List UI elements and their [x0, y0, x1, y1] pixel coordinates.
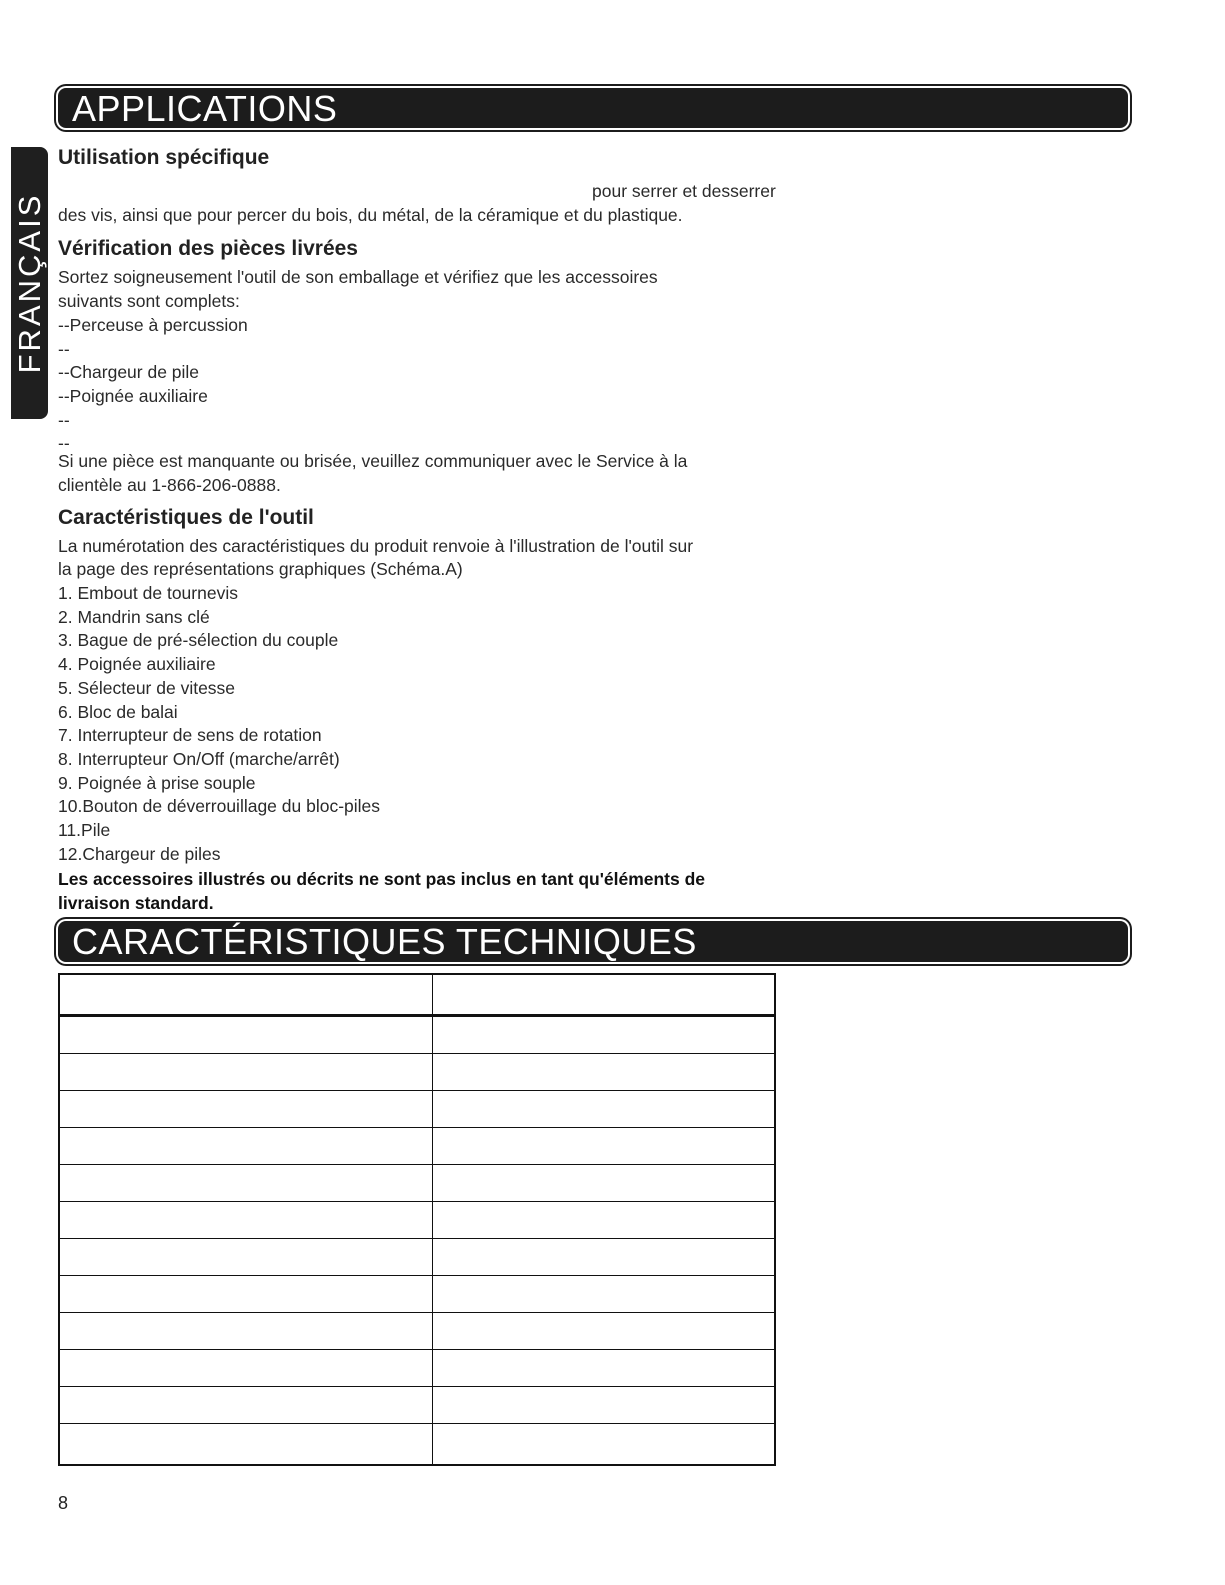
table-cell [59, 1054, 433, 1091]
technical-specs-banner-title: CARACTÉRISTIQUES TECHNIQUES [72, 921, 697, 962]
language-side-tab [11, 147, 48, 419]
language-tab-label: FRANÇAIS [11, 192, 47, 374]
table-row [59, 1091, 775, 1128]
table-cell [433, 1424, 776, 1466]
feature-item: 12.Chargeur de piles [58, 844, 221, 864]
table-cell [433, 1054, 776, 1091]
table-cell [59, 1313, 433, 1350]
table-cell [433, 1313, 776, 1350]
table-cell [433, 974, 776, 1016]
table-row [59, 1128, 775, 1165]
parts-check-line: --Poignée auxiliaire [58, 386, 208, 406]
parts-check-line: -- [58, 433, 70, 453]
table-cell [433, 1387, 776, 1424]
parts-check-line: --Perceuse à percussion [58, 315, 248, 335]
table-cell [433, 1276, 776, 1313]
table-row [59, 1202, 775, 1239]
table-cell [433, 1350, 776, 1387]
tool-features-heading: Caractéristiques de l'outil [58, 506, 314, 529]
parts-check-line: suivants sont complets: [58, 291, 240, 311]
applications-banner-title: APPLICATIONS [72, 88, 338, 129]
table-cell [59, 1424, 433, 1466]
parts-check-line: clientèle au 1-866-206-0888. [58, 475, 281, 495]
feature-item: 1. Embout de tournevis [58, 583, 238, 603]
feature-item: 10.Bouton de déverrouillage du bloc-piles [58, 796, 381, 816]
table-row [59, 1016, 775, 1054]
table-row [59, 1387, 775, 1424]
table-cell [433, 1239, 776, 1276]
table-cell [433, 1128, 776, 1165]
table-row [59, 1350, 775, 1387]
feature-item: 11.Pile [58, 820, 111, 840]
feature-item: 6. Bloc de balai [58, 702, 178, 722]
table-cell [59, 1239, 433, 1276]
specific-use-line-2: des vis, ainsi que pour percer du bois, du métal, de la céramique et du plastique. [58, 205, 683, 225]
table-cell [433, 1016, 776, 1054]
table-cell [59, 1128, 433, 1165]
parts-check-line: Si une pièce est manquante ou brisée, veuillez communiquer avec le Service à la [58, 451, 688, 471]
table-row [59, 1276, 775, 1313]
parts-check-heading: Vérification des pièces livrées [58, 237, 358, 260]
parts-check-line: -- [58, 339, 70, 359]
table-row [59, 974, 775, 1016]
technical-specs-table [58, 973, 776, 1466]
feature-item: 7. Interrupteur de sens de rotation [58, 725, 322, 745]
table-cell [59, 1350, 433, 1387]
feature-item: 9. Poignée à prise souple [58, 773, 256, 793]
table-cell [59, 1091, 433, 1128]
table-cell [59, 1276, 433, 1313]
page-number: 8 [58, 1493, 69, 1513]
table-cell [59, 974, 433, 1016]
table-row [59, 1165, 775, 1202]
parts-check-line: -- [58, 410, 70, 430]
table-row [59, 1424, 775, 1466]
tool-features-intro-line: La numérotation des caractéristiques du produit renvoie à l'illustration de l'outil sur [58, 536, 694, 556]
feature-item: 3. Bague de pré-sélection du couple [58, 630, 339, 650]
feature-item: 8. Interrupteur On/Off (marche/arrêt) [58, 749, 340, 769]
table-cell [59, 1165, 433, 1202]
specific-use-line-1: pour serrer et desserrer [592, 181, 776, 201]
table-cell [59, 1202, 433, 1239]
table-row [59, 1313, 775, 1350]
table-cell [433, 1202, 776, 1239]
feature-item: 2. Mandrin sans clé [58, 607, 210, 627]
table-cell [433, 1091, 776, 1128]
specific-use-heading: Utilisation spécifique [58, 146, 270, 169]
table-cell [433, 1165, 776, 1202]
table-cell [59, 1387, 433, 1424]
table-row [59, 1239, 775, 1276]
feature-item: 5. Sélecteur de vitesse [58, 678, 236, 698]
accessories-note: Les accessoires illustrés ou décrits ne sont pas inclus en tant qu'éléments de livraison standard. [58, 869, 706, 913]
technical-specs-banner [58, 921, 1128, 962]
applications-banner [58, 88, 1128, 128]
parts-check-line: --Chargeur de pile [58, 362, 200, 382]
tool-features-intro-line: la page des représentations graphiques (Schéma.A) [58, 559, 463, 579]
table-row [59, 1054, 775, 1091]
parts-check-line: Sortez soigneusement l'outil de son emballage et vérifiez que les accessoires [58, 267, 658, 287]
feature-item: 4. Poignée auxiliaire [58, 654, 216, 674]
table-cell [59, 1016, 433, 1054]
